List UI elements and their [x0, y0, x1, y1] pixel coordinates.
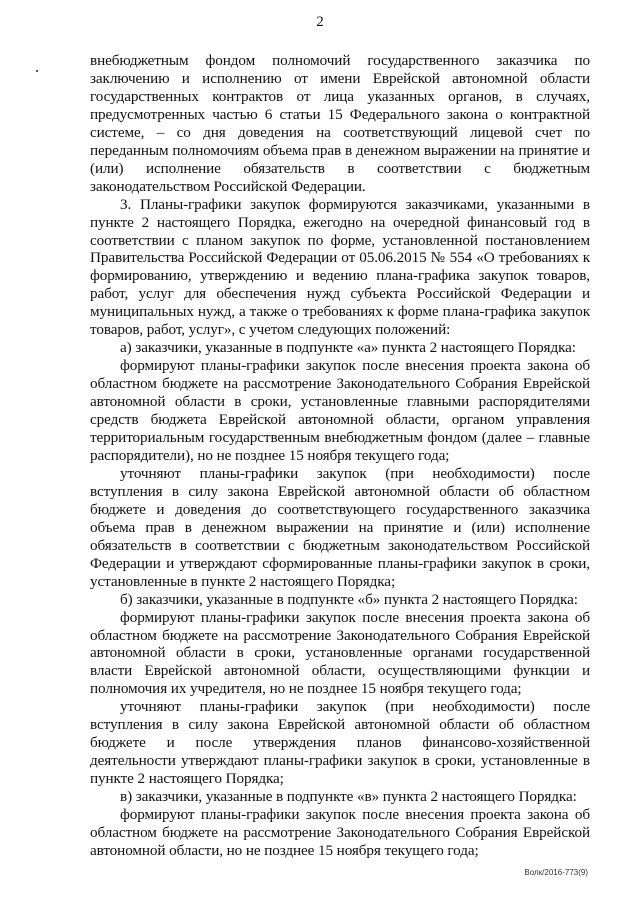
document-code: Волк/2016-773(9): [524, 868, 588, 877]
paragraph-continuation: внебюджетным фондом полномочий государственного заказчика по заключению и исполнению от имени Еврейской автономной области государственных контрактов от лица указанных органов, в случаях, предусмотренных частью 6 статьи 15 Федерального закона о контрактной системе, – со дня доведения на соответствующий лицевой счет по переданным полномочиям объема прав в денежном выражении на принятие и (или) исполнение обязательств в соответствии с бюджетным законодательством Российской Федерации.: [90, 52, 590, 195]
paragraph-subitem-a: а) заказчики, указанные в подпункте «а» пункта 2 настоящего Порядка:: [120, 339, 576, 357]
scan-speck: [36, 70, 38, 72]
page-number: 2: [316, 14, 324, 30]
paragraph-v-form: формируют планы-графики закупок после внесения проекта закона об областном бюджете на рассмотрение Законодательного Собрания Еврейской автономной области, но не позднее 15 ноября текущего года;: [90, 806, 590, 859]
paragraph-subitem-b: б) заказчики, указанные в подпункте «б» пункта 2 настоящего Порядка:: [120, 590, 578, 608]
paragraph-item-3: 3. Планы-графики закупок формируются заказчиками, указанными в пункте 2 настоящего Порядка, ежегодно на очередной финансовый год в соответствии с планом закупок по форме, установленной постановлением Правительства Российской Федерации от 05.06.2015 № 554 «О требованиях к формированию, утверждению и ведению плана-графика закупок товаров, работ, услуг для обеспечения нужд субъекта Российской Федерации и муниципальных нужд, а также о требованиях к форме плана-графика закупок товаров, работ, услуг», с учетом следующих положений:: [90, 195, 590, 339]
paragraph-b-refine: уточняют планы-графики закупок (при необходимости) после вступления в силу закона Еврейской автономной области об областном бюджете и после утверждения планов финансово-хозяйственной деятельности утверждают планы-графики закупок в сроки, установленные в пункте 2 настоящего Порядка;: [90, 698, 590, 788]
paragraph-a-refine: уточняют планы-графики закупок (при необходимости) после вступления в силу закона Еврейской автономной области об областном бюджете и доведения до соответствующего государственного заказчика объема прав в денежном выражении на принятие и (или) исполнение обязательств в соответствии с бюджетным законодательством Российской Федерации и утверждают сформированные планы-графики закупок в сроки, установленные в пункте 2 настоящего Порядка;: [90, 464, 590, 590]
paragraph-subitem-v: в) заказчики, указанные в подпункте «в» пункта 2 настоящего Порядка:: [120, 788, 577, 806]
document-body: [90, 52, 590, 860]
paragraph-b-form: формируют планы-графики закупок после внесения проекта закона об областном бюджете на рассмотрение Законодательного Собрания Еврейской автономной области в сроки, установленные органами государственной власти Еврейской автономной области, осуществляющими функции и полномочия их учредителя, но не позднее 15 ноября текущего года;: [90, 608, 590, 698]
paragraph-a-form: формируют планы-графики закупок после внесения проекта закона об областном бюджете на рассмотрение Законодательного Собрания Еврейской автономной области в сроки, установленные главными распорядителями средств бюджета Еврейской автономной области, органом управления территориальным государственным внебюджетным фондом (далее – главные распорядители), но не позднее 15 ноября текущего года;: [90, 357, 590, 464]
